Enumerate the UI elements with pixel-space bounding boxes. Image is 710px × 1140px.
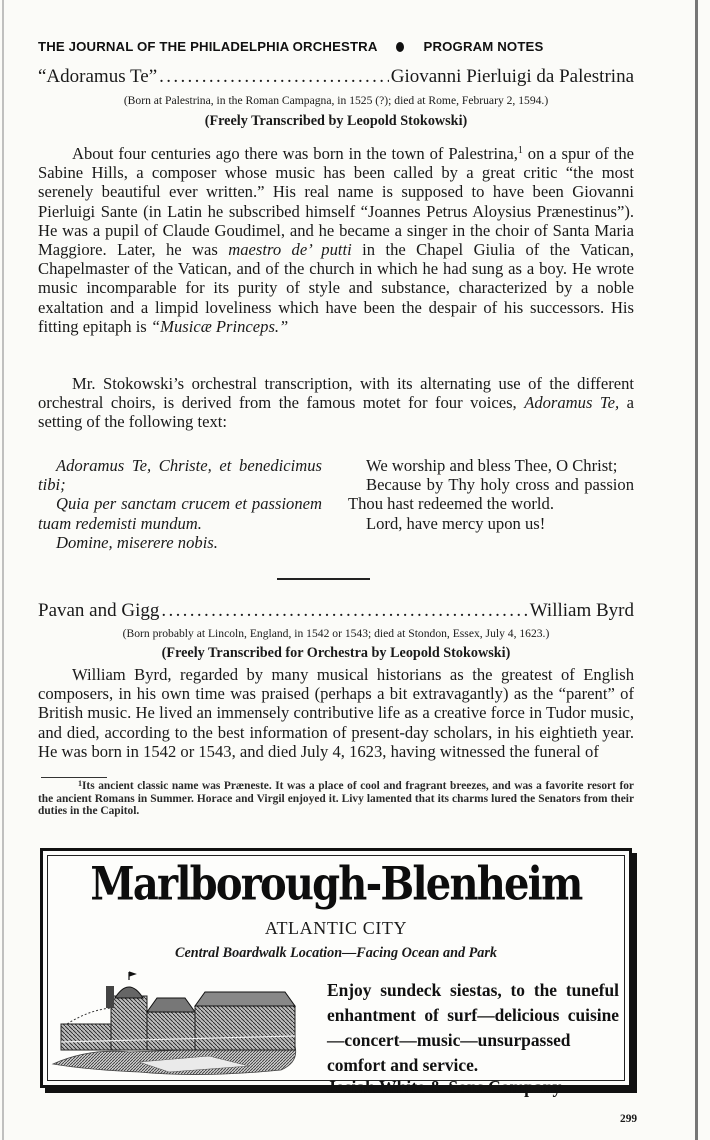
- verse-line: Quia per sanctam crucem et passionem tuam redemisti mundum.: [38, 494, 322, 533]
- bullet-icon: [396, 42, 404, 52]
- latin-text: [38, 456, 322, 552]
- page-number: 299: [620, 1113, 638, 1125]
- verse-line: We worship and bless Thee, O Christ;: [366, 456, 618, 475]
- text-run: About four centuries ago there was born in the town of Palestrina,: [72, 144, 518, 163]
- body-paragraph: [38, 144, 634, 336]
- text-run: on a spur of the Sabine Hills, a composer whose music has been called by a great critic “the most serenely beautiful ever written.” His real name is supposed to have been Giovanni Pierluigi Sante (in Latin he subscribed himself “Joannes Petrus Aloysius Prænestinus”). He was a pupil of Claude Goudimel, and he became a singer in the choir of Santa Maria Maggiore. Later, he was: [38, 144, 634, 260]
- text-run: Mr. Stokowski’s orchestral transcription, with its alternating use of the different orchestral choirs, is derived from the famous motet for four voices,: [38, 374, 634, 413]
- leader-dots: [159, 66, 389, 88]
- chimney: [106, 986, 114, 1008]
- ad-tagline: Central Boardwalk Location—Facing Ocean and Park: [174, 945, 497, 961]
- footnote-rule: [41, 777, 107, 778]
- page-edge-left: [2, 0, 4, 1140]
- hotel-advertisement: [40, 848, 632, 1097]
- ad-company: Josiah White & Sons Company: [327, 1077, 562, 1097]
- verse-line: Lord, have mercy upon us!: [366, 513, 546, 533]
- piece-composer: William Byrd: [529, 600, 634, 621]
- english-translation: [348, 456, 634, 533]
- transcription-credit: (Freely Transcribed by Leopold Stokowski): [204, 113, 468, 129]
- body-paragraph: William Byrd, regarded by many musical historians as the greatest of English composers, in his own time was praised (perhaps a bit extravagantly) as the “parent” of British music. He lived an immensely contributive life as a creative force in Tudor music, and died, according to the best information of present-day scholars, in his eightieth year. He was born in 1542 or 1543, and died July 4, 1623, having witnessed the funeral of: [38, 665, 634, 761]
- piece-title: “Adoramus Te”: [38, 66, 158, 87]
- east-wing: [195, 1006, 295, 1050]
- section-divider: [277, 578, 370, 580]
- dome: [115, 987, 143, 998]
- footnote-text: Its ancient classic name was Præneste. It was a place of cool and fragrant breezes, and was a favorite resort for the ancient Romans in Summer. Horace and Virgil enjoyed it. Livy lamented that its charms lured the Senators from their duties in the Capitol.: [38, 780, 634, 818]
- verse-line: Because by Thy holy cross and passion Thou hast redeemed the world.: [348, 475, 634, 514]
- italic-run: maestro de’ putti: [228, 240, 352, 260]
- composer-dates: (Born probably at Lincoln, England, in 1542 or 1543; died at Stondon, Essex, July 4, 1623.): [122, 627, 550, 640]
- running-head: [38, 39, 634, 54]
- east-roof: [195, 992, 295, 1006]
- verse-line: Adoramus Te, Christe, et benedicimus tibi;: [38, 456, 322, 495]
- journal-title: THE JOURNAL OF THE PHILADELPHIA ORCHESTRA: [38, 39, 378, 54]
- composer-dates: (Born at Palestrina, in the Roman Campagna, in 1525 (?); died at Rome, February 2, 1594.): [123, 94, 549, 107]
- ad-copy: Enjoy sundeck siestas, to the tuneful enhantment of surf—delicious cuisine—concert—music—unsurpassed comfort and service.: [327, 980, 619, 1075]
- footnote-mark: 1: [78, 779, 82, 788]
- body-paragraph: [38, 374, 634, 432]
- dome-tower: [111, 996, 147, 1050]
- italic-run: Adoramus Te,: [524, 393, 620, 413]
- verse-line: Domine, miserere nobis.: [56, 532, 218, 552]
- ad-brand-name: Marlborough-Blenheim: [90, 857, 582, 912]
- footnote: [38, 780, 634, 818]
- bunting: [67, 1008, 111, 1024]
- piece-title-line: [38, 600, 634, 622]
- piece-composer: Giovanni Pierluigi da Palestrina: [390, 66, 634, 87]
- transcription-credit: (Freely Transcribed for Orchestra by Leopold Stokowski): [161, 645, 511, 661]
- page-edge-right: [695, 0, 698, 1140]
- center-block: [147, 1012, 195, 1050]
- flag: [129, 972, 135, 980]
- italic-run: “Musicæ Princeps.”: [150, 316, 289, 336]
- leader-dots: [161, 600, 527, 622]
- hotel-building-illustration: [49, 966, 299, 1078]
- center-roof: [147, 998, 195, 1012]
- text-run: in the Chapel Giulia of the Vatican, Chapelmaster of the Vatican, and of the church in which he had sung as a boy. He wrote music incomparable for its purity of style and substance, characterized by a noble exaltation and a limpid loveliness which have been the despair of his successors. His fitting epitaph is: [38, 240, 634, 336]
- piece-title: Pavan and Gigg: [38, 600, 160, 621]
- footnote-ref[interactable]: 1: [517, 145, 523, 156]
- piece-title-line: [38, 66, 634, 88]
- west-wing: [61, 1024, 113, 1050]
- text-run: a setting of the following text:: [38, 393, 635, 432]
- ad-city: ATLANTIC CITY: [264, 918, 408, 938]
- section-title: PROGRAM NOTES: [423, 39, 544, 54]
